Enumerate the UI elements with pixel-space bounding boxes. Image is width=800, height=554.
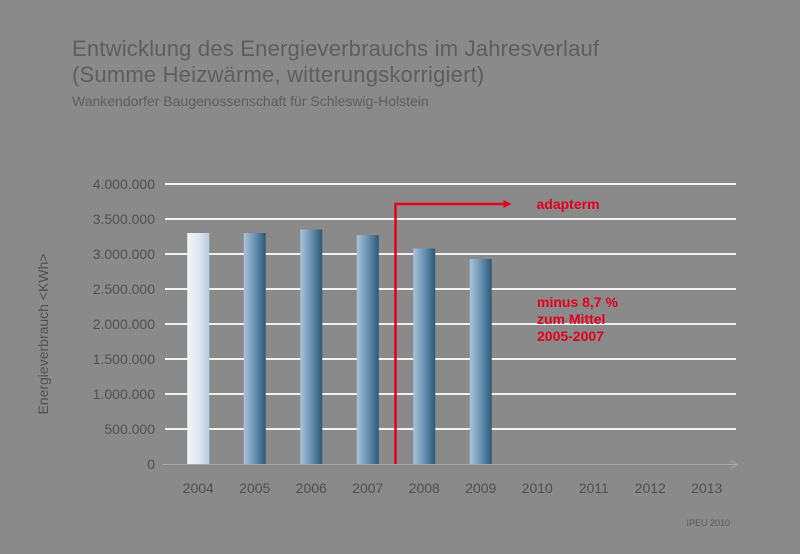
- x-tick-label-2010: 2010: [521, 480, 553, 496]
- x-tick-label-2012: 2012: [634, 480, 666, 496]
- x-tick-label-2009: 2009: [465, 480, 497, 496]
- y-tick-label: 1.000.000: [92, 386, 155, 402]
- bar-2005: [244, 233, 266, 464]
- y-tick-label: 500.000: [104, 421, 155, 437]
- x-tick-label-2005: 2005: [239, 480, 271, 496]
- axes: [35, 176, 736, 496]
- y-tick-label: 0: [147, 456, 155, 472]
- x-tick-label-2006: 2006: [295, 480, 327, 496]
- y-tick-label: 4.000.000: [92, 176, 155, 192]
- bar-2006: [300, 230, 322, 465]
- bar-2004: [187, 233, 209, 464]
- y-tick-label: 1.500.000: [92, 351, 155, 367]
- bar-2009: [470, 259, 492, 464]
- annotation-note-line: minus 8,7 %: [537, 294, 618, 310]
- y-tick-label: 2.000.000: [92, 316, 155, 332]
- x-tick-label-2007: 2007: [352, 480, 384, 496]
- bar-2008: [413, 248, 435, 464]
- y-axis-label: Energieverbrauch <KWh>: [35, 253, 51, 415]
- x-tick-label-2013: 2013: [691, 480, 723, 496]
- x-tick-label-2011: 2011: [578, 480, 609, 496]
- y-tick-label: 3.500.000: [92, 211, 155, 227]
- y-tick-label: 2.500.000: [92, 281, 155, 297]
- annotation-note-line: zum Mittel: [537, 311, 606, 327]
- chart-subtitle: Wankendorfer Baugenossenschaft für Schleswig-Holstein: [72, 93, 429, 109]
- annotation-arrow-label: adapterm: [536, 196, 600, 212]
- annotation-note-line: 2005-2007: [537, 328, 604, 344]
- bar-2007: [357, 235, 379, 464]
- y-tick-label: 3.000.000: [92, 246, 155, 262]
- source-credit: IPEU 2010: [686, 518, 730, 528]
- chart-title-line1: Entwicklung des Energieverbrauchs im Jahresverlauf: [72, 36, 600, 61]
- chart-title-line2: (Summe Heizwärme, witterungskorrigiert): [72, 62, 485, 87]
- x-tick-label-2008: 2008: [408, 480, 440, 496]
- x-tick-label-2004: 2004: [182, 480, 214, 496]
